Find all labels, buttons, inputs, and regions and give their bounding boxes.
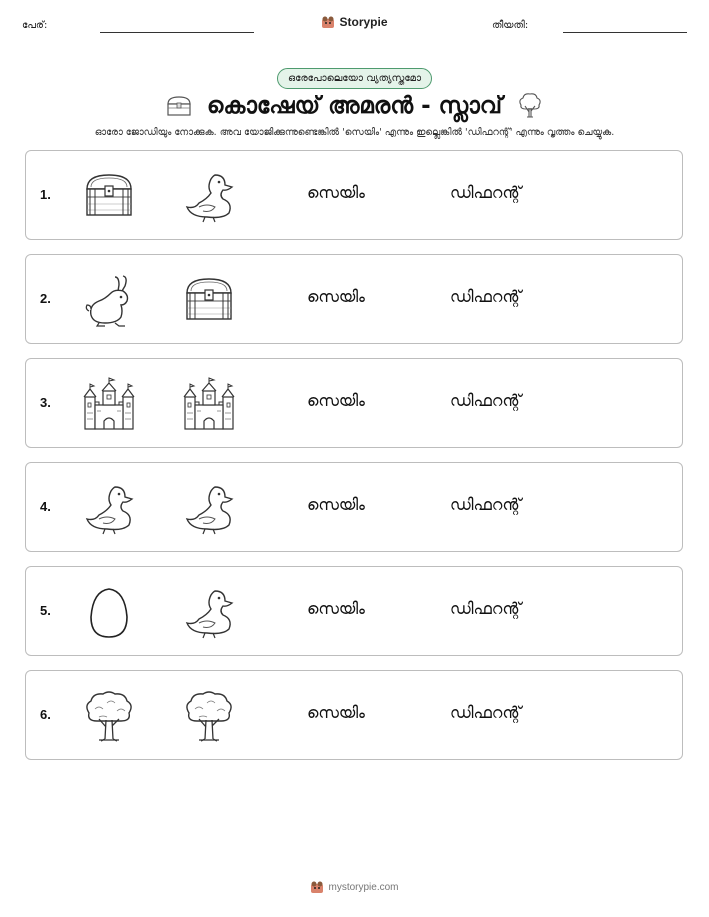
question-row-1 bbox=[25, 150, 683, 240]
egg-icon bbox=[81, 585, 137, 639]
question-row-2 bbox=[25, 254, 683, 344]
question-row-3 bbox=[25, 358, 683, 448]
same-option[interactable]: സെയിം bbox=[307, 287, 365, 306]
same-option[interactable]: സെയിം bbox=[307, 703, 365, 722]
different-option[interactable]: ഡിഫറന്റ് bbox=[450, 495, 522, 514]
same-option[interactable]: സെയിം bbox=[307, 599, 365, 618]
question-number: 3. bbox=[40, 395, 51, 410]
duck-icon bbox=[181, 169, 237, 223]
treasure-chest-icon bbox=[165, 95, 193, 117]
question-number: 1. bbox=[40, 187, 51, 202]
different-option[interactable]: ഡിഫറന്റ് bbox=[450, 183, 522, 202]
category-badge: ഒരേപോലെയോ വ്യത്യസ്തമോ bbox=[277, 68, 432, 89]
different-option[interactable]: ഡിഫറന്റ് bbox=[450, 703, 522, 722]
castle-icon bbox=[181, 377, 237, 431]
tree-icon bbox=[81, 689, 137, 743]
date-label: തീയതി: bbox=[492, 20, 529, 31]
question-row-6 bbox=[25, 670, 683, 760]
different-option[interactable]: ഡിഫറന്റ് bbox=[450, 391, 522, 410]
question-number: 2. bbox=[40, 291, 51, 306]
instruction-text: ഓരോ ജോഡിയും നോക്കുക. അവ യോജിക്കുന്നുണ്ടെങ്കിൽ 'സെയിം' എന്നും ഇല്ലെങ്കിൽ 'ഡിഫറന്റ്' എന്നും വൃത്തം ചെയ്യുക. bbox=[94, 127, 615, 138]
different-option[interactable]: ഡിഫറന്റ് bbox=[450, 599, 522, 618]
title-row bbox=[0, 88, 709, 124]
different-option[interactable]: ഡിഫറന്റ് bbox=[450, 287, 522, 306]
duck-icon bbox=[181, 481, 237, 535]
question-number: 6. bbox=[40, 707, 51, 722]
castle-icon bbox=[81, 377, 137, 431]
question-row-4 bbox=[25, 462, 683, 552]
same-option[interactable]: സെയിം bbox=[307, 183, 365, 202]
footer bbox=[0, 880, 709, 897]
rabbit-icon bbox=[81, 273, 137, 327]
storypie-logo-icon bbox=[321, 15, 335, 29]
same-option[interactable]: സെയിം bbox=[307, 391, 365, 410]
date-line bbox=[563, 32, 687, 33]
storypie-logo-icon bbox=[310, 880, 324, 894]
duck-icon bbox=[81, 481, 137, 535]
same-option[interactable]: സെയിം bbox=[307, 495, 365, 514]
tree-icon bbox=[516, 92, 544, 120]
question-number: 4. bbox=[40, 499, 51, 514]
brand-name: Storypie bbox=[339, 15, 388, 29]
worksheet-header bbox=[22, 14, 687, 38]
question-number: 5. bbox=[40, 603, 51, 618]
question-row-5 bbox=[25, 566, 683, 656]
brand bbox=[22, 14, 687, 33]
treasure-chest-icon bbox=[81, 169, 137, 223]
tree-icon bbox=[181, 689, 237, 743]
footer-site-link[interactable]: mystorypie.com bbox=[328, 881, 399, 893]
page-title: കൊഷേയ് അമരൻ - സ്ലാവ് bbox=[206, 93, 503, 119]
duck-icon bbox=[181, 585, 237, 639]
treasure-chest-icon bbox=[181, 273, 237, 327]
name-label: പേര്: bbox=[22, 20, 48, 31]
